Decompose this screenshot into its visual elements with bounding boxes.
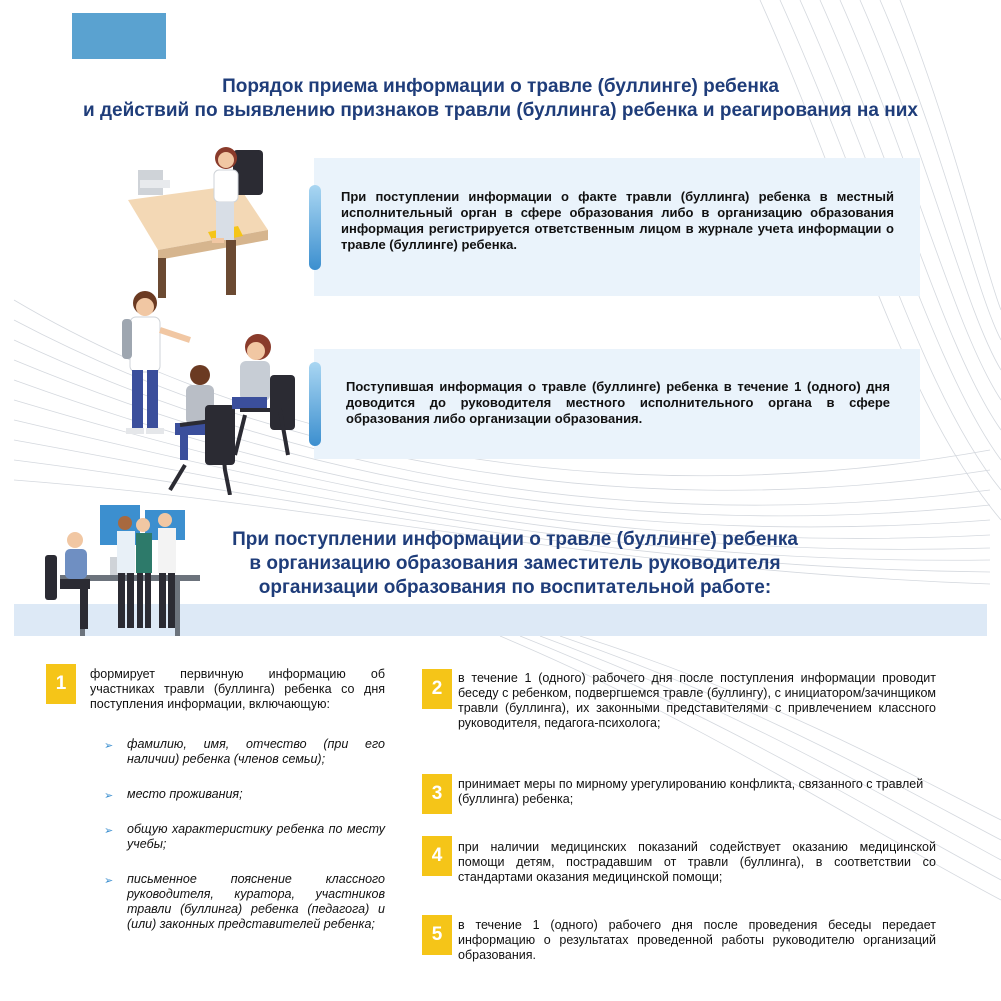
step-1-item-1: фамилию, имя, отчество (при его наличии) ребенка (членов семьи); <box>127 737 385 766</box>
arrow-bullet-icon: ➢ <box>104 825 114 837</box>
page-title: Порядок приема информации о травле (буллинге) ребенка и действий по выявлению признаков травли (буллинга) ребенка и реагирования на них <box>83 76 918 121</box>
team-illustration <box>40 505 200 640</box>
meeting-illustration <box>110 285 300 495</box>
step-1-text: формирует первичную информацию об участниках травли (буллинга) ребенка со дня поступления информации, включающую: <box>90 667 385 711</box>
panel-2-text: Поступившая информация о травле (буллинге) ребенка в течение 1 (одного) дня доводится до руководителя местного исполнительного органа в сфере образования либо организации образования. <box>346 379 890 426</box>
step-2-text: в течение 1 (одного) рабочего дня после поступления информации проводит беседу с ребенком, подвергшемся травле (буллингу), с инициатором/зачинщиком травли (буллинга), их законными представителями с привлечением классного руководителя, педагога-психолога; <box>458 671 936 730</box>
section-subtitle: При поступлении информации о травле (буллинге) ребенка в организацию образования заместитель руководителя организации образования по воспитательной работе: <box>232 529 798 598</box>
panel-1-text: При поступлении информации о факте травли (буллинга) ребенка в местный исполнительный орган в сфере образования либо в организацию образования информация регистрируется ответственным лицом в журнале учета информации о травле (буллинге) ребенка. <box>341 189 894 252</box>
step-3-number: 3 <box>422 774 452 814</box>
arrow-bullet-icon: ➢ <box>104 740 114 752</box>
step-4-number: 4 <box>422 836 452 876</box>
step-1-number: 1 <box>46 664 76 704</box>
panel-1-accent-bar <box>309 185 321 270</box>
step-3-text: принимает меры по мирному урегулированию конфликта, связанного с травлей (буллинга) ребенка; <box>458 777 924 806</box>
step-5-text: в течение 1 (одного) рабочего дня после проведения беседы передает информацию о результатах проведенной работы руководителю организаций образования. <box>458 918 936 962</box>
arrow-bullet-icon: ➢ <box>104 790 114 802</box>
step-4-text: при наличии медицинских показаний содействует оказанию медицинской помощи детям, пострадавшим от травли (буллинга), в соответствии со стандартами оказания медицинской помощи; <box>458 840 936 884</box>
panel-2-accent-bar <box>309 362 321 446</box>
step-1-item-2: место проживания; <box>127 787 243 801</box>
corner-accent <box>72 13 166 59</box>
step-5-number: 5 <box>422 915 452 955</box>
step-2-number: 2 <box>422 669 452 709</box>
arrow-bullet-icon: ➢ <box>104 875 114 887</box>
step-1-item-3: общую характеристику ребенка по месту учебы; <box>127 822 385 851</box>
desk-illustration <box>118 140 278 300</box>
step-1-item-4: письменное пояснение классного руководителя, куратора, участников травли (буллинга) ребенка (педагога) и (или) законных представителей ребенка; <box>127 872 385 931</box>
